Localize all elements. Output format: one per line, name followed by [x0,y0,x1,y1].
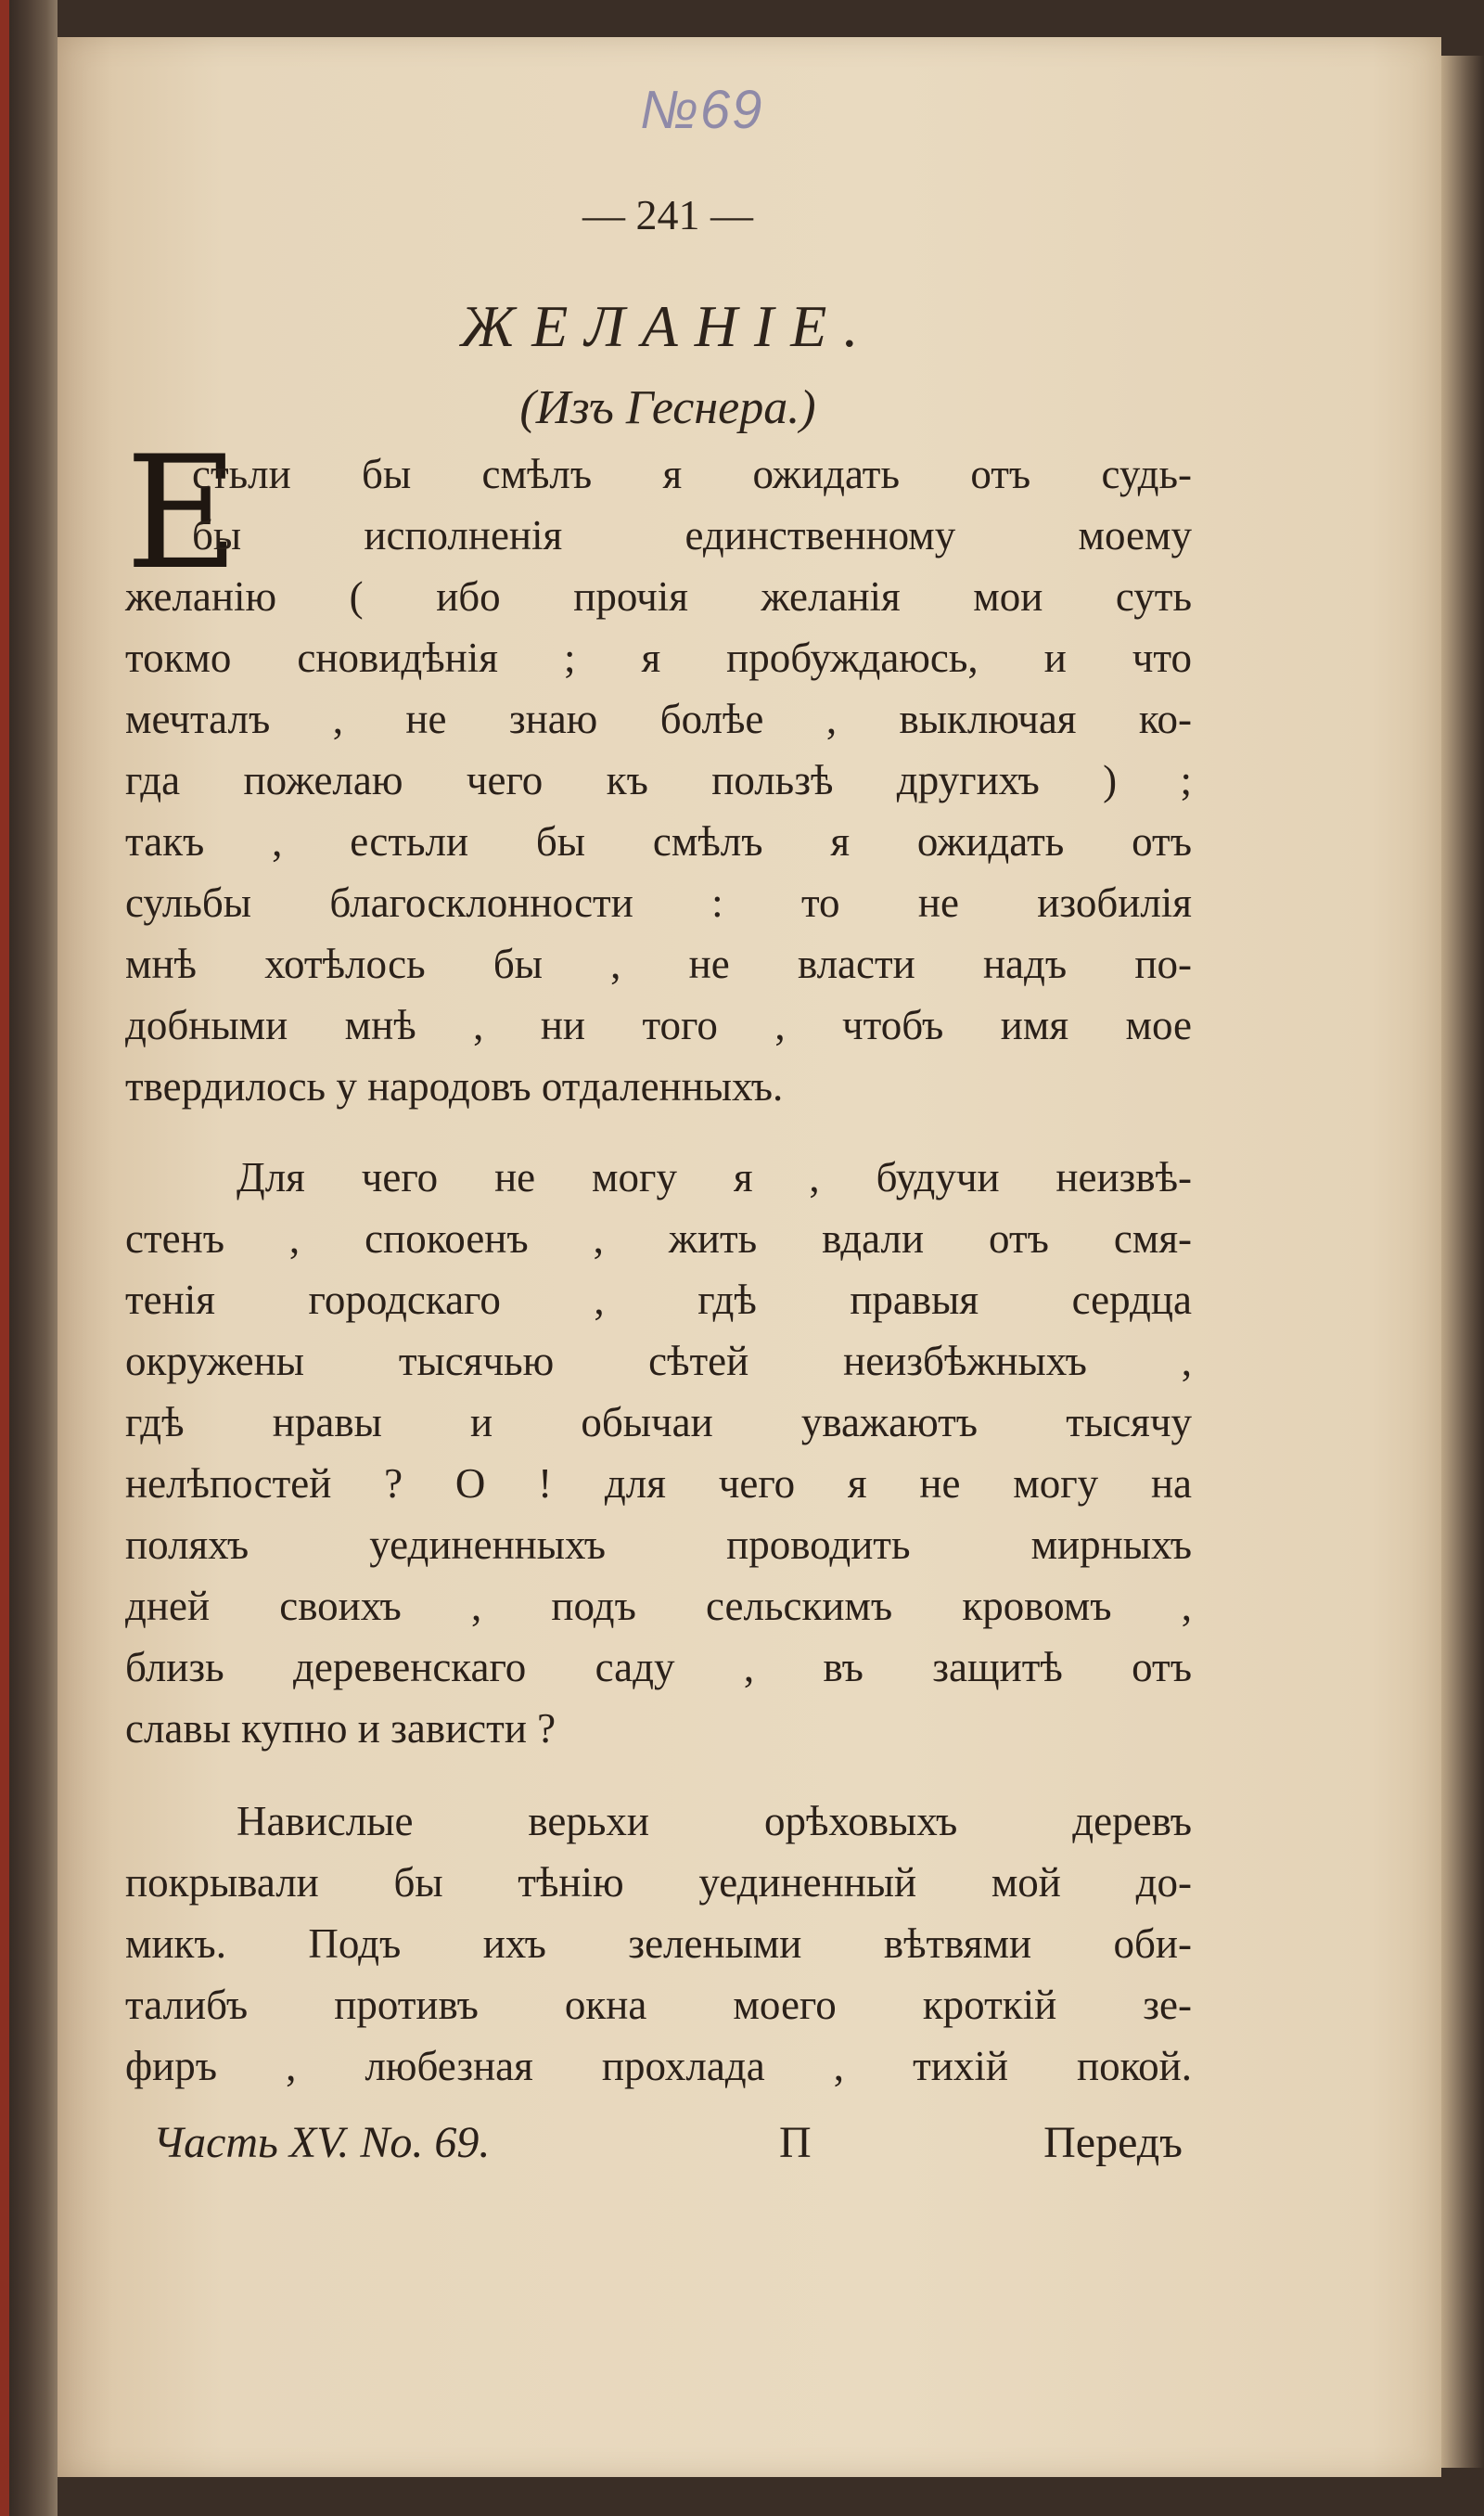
text-line: талибъ противъ окна моего кроткій зе- [125,1982,1192,2028]
text-line: фиръ , любезная прохлада , тихій покой. [125,2043,1192,2089]
catchword: Передъ [1043,2118,1183,2167]
part-number: Часть XV. No. 69. [153,2118,491,2167]
paragraph-2 [125,1147,1192,1759]
binding-red-edge [0,0,9,2516]
text-line: токмо сновидѣнія ; я пробуждаюсь, и что [125,635,1192,681]
signature-mark: П [779,2118,812,2167]
text-line: тенія городскаго , гдѣ правыя сердца [125,1277,1192,1323]
poem-subtitle: (Изъ Геснера.) [519,381,816,434]
paragraph-1 [125,422,1192,1117]
page-right-edge [1441,56,1484,2468]
page-footer [153,2117,1183,2173]
text-line: желанію ( ибо прочія желанія мои суть [125,573,1192,620]
text-line: Для чего не могу я , будучи неизвѣ- [237,1154,1192,1200]
text-line: твердилось у народовъ отдаленныхъ. [125,1063,784,1110]
text-line: нелѣпостей ? О ! для чего я не могу на [125,1460,1192,1507]
page-number: — 241 — [582,191,753,238]
text-line: сульбы благосклонности : то не изобилія [125,879,1192,926]
drop-cap: Е [125,422,239,604]
text-line: добными мнѣ , ни того , чтобъ имя мое [125,1002,1192,1048]
text-line: покрывали бы тѣнію уединенный мой до- [125,1859,1192,1906]
text-line: стьли бы смѣлъ я ожидать отъ судь- [192,451,1192,497]
text-line: бы исполненія единственному моему [192,512,1192,558]
text-line: окружены тысячью сѣтей неизбѣжныхъ , [125,1338,1192,1384]
text-line: поляхъ уединенныхъ проводить мирныхъ [125,1521,1192,1568]
text-line: близь деревенскаго саду , въ защитѣ отъ [125,1644,1192,1690]
text-line: славы купно и зависти ? [125,1705,556,1752]
text-line: Навислые верьхи орѣховыхъ деревъ [237,1798,1192,1844]
poem-title: ЖЕЛАНІЕ. [460,293,876,359]
text-line: микъ. Подъ ихъ зелеными вѣтвями оби- [125,1920,1192,1967]
text-line: мечталъ , не знаю болѣе , выключая ко- [125,696,1192,742]
paragraph-3 [125,1791,1192,2097]
text-line: мнѣ хотѣлось бы , не власти надъ по- [125,941,1192,987]
text-line: гдѣ нравы и обычаи уважаютъ тысячу [125,1399,1192,1445]
text-line: стенъ , спокоенъ , жить вдали отъ смя- [125,1215,1192,1262]
text-line: гда пожелаю чего къ пользѣ другихъ ) ; [125,757,1192,803]
text-line: дней своихъ , подъ сельскимъ кровомъ , [125,1583,1192,1629]
text-line: такъ , естьли бы смѣлъ я ожидать отъ [125,818,1192,865]
inventory-mark: №69 [640,80,764,140]
